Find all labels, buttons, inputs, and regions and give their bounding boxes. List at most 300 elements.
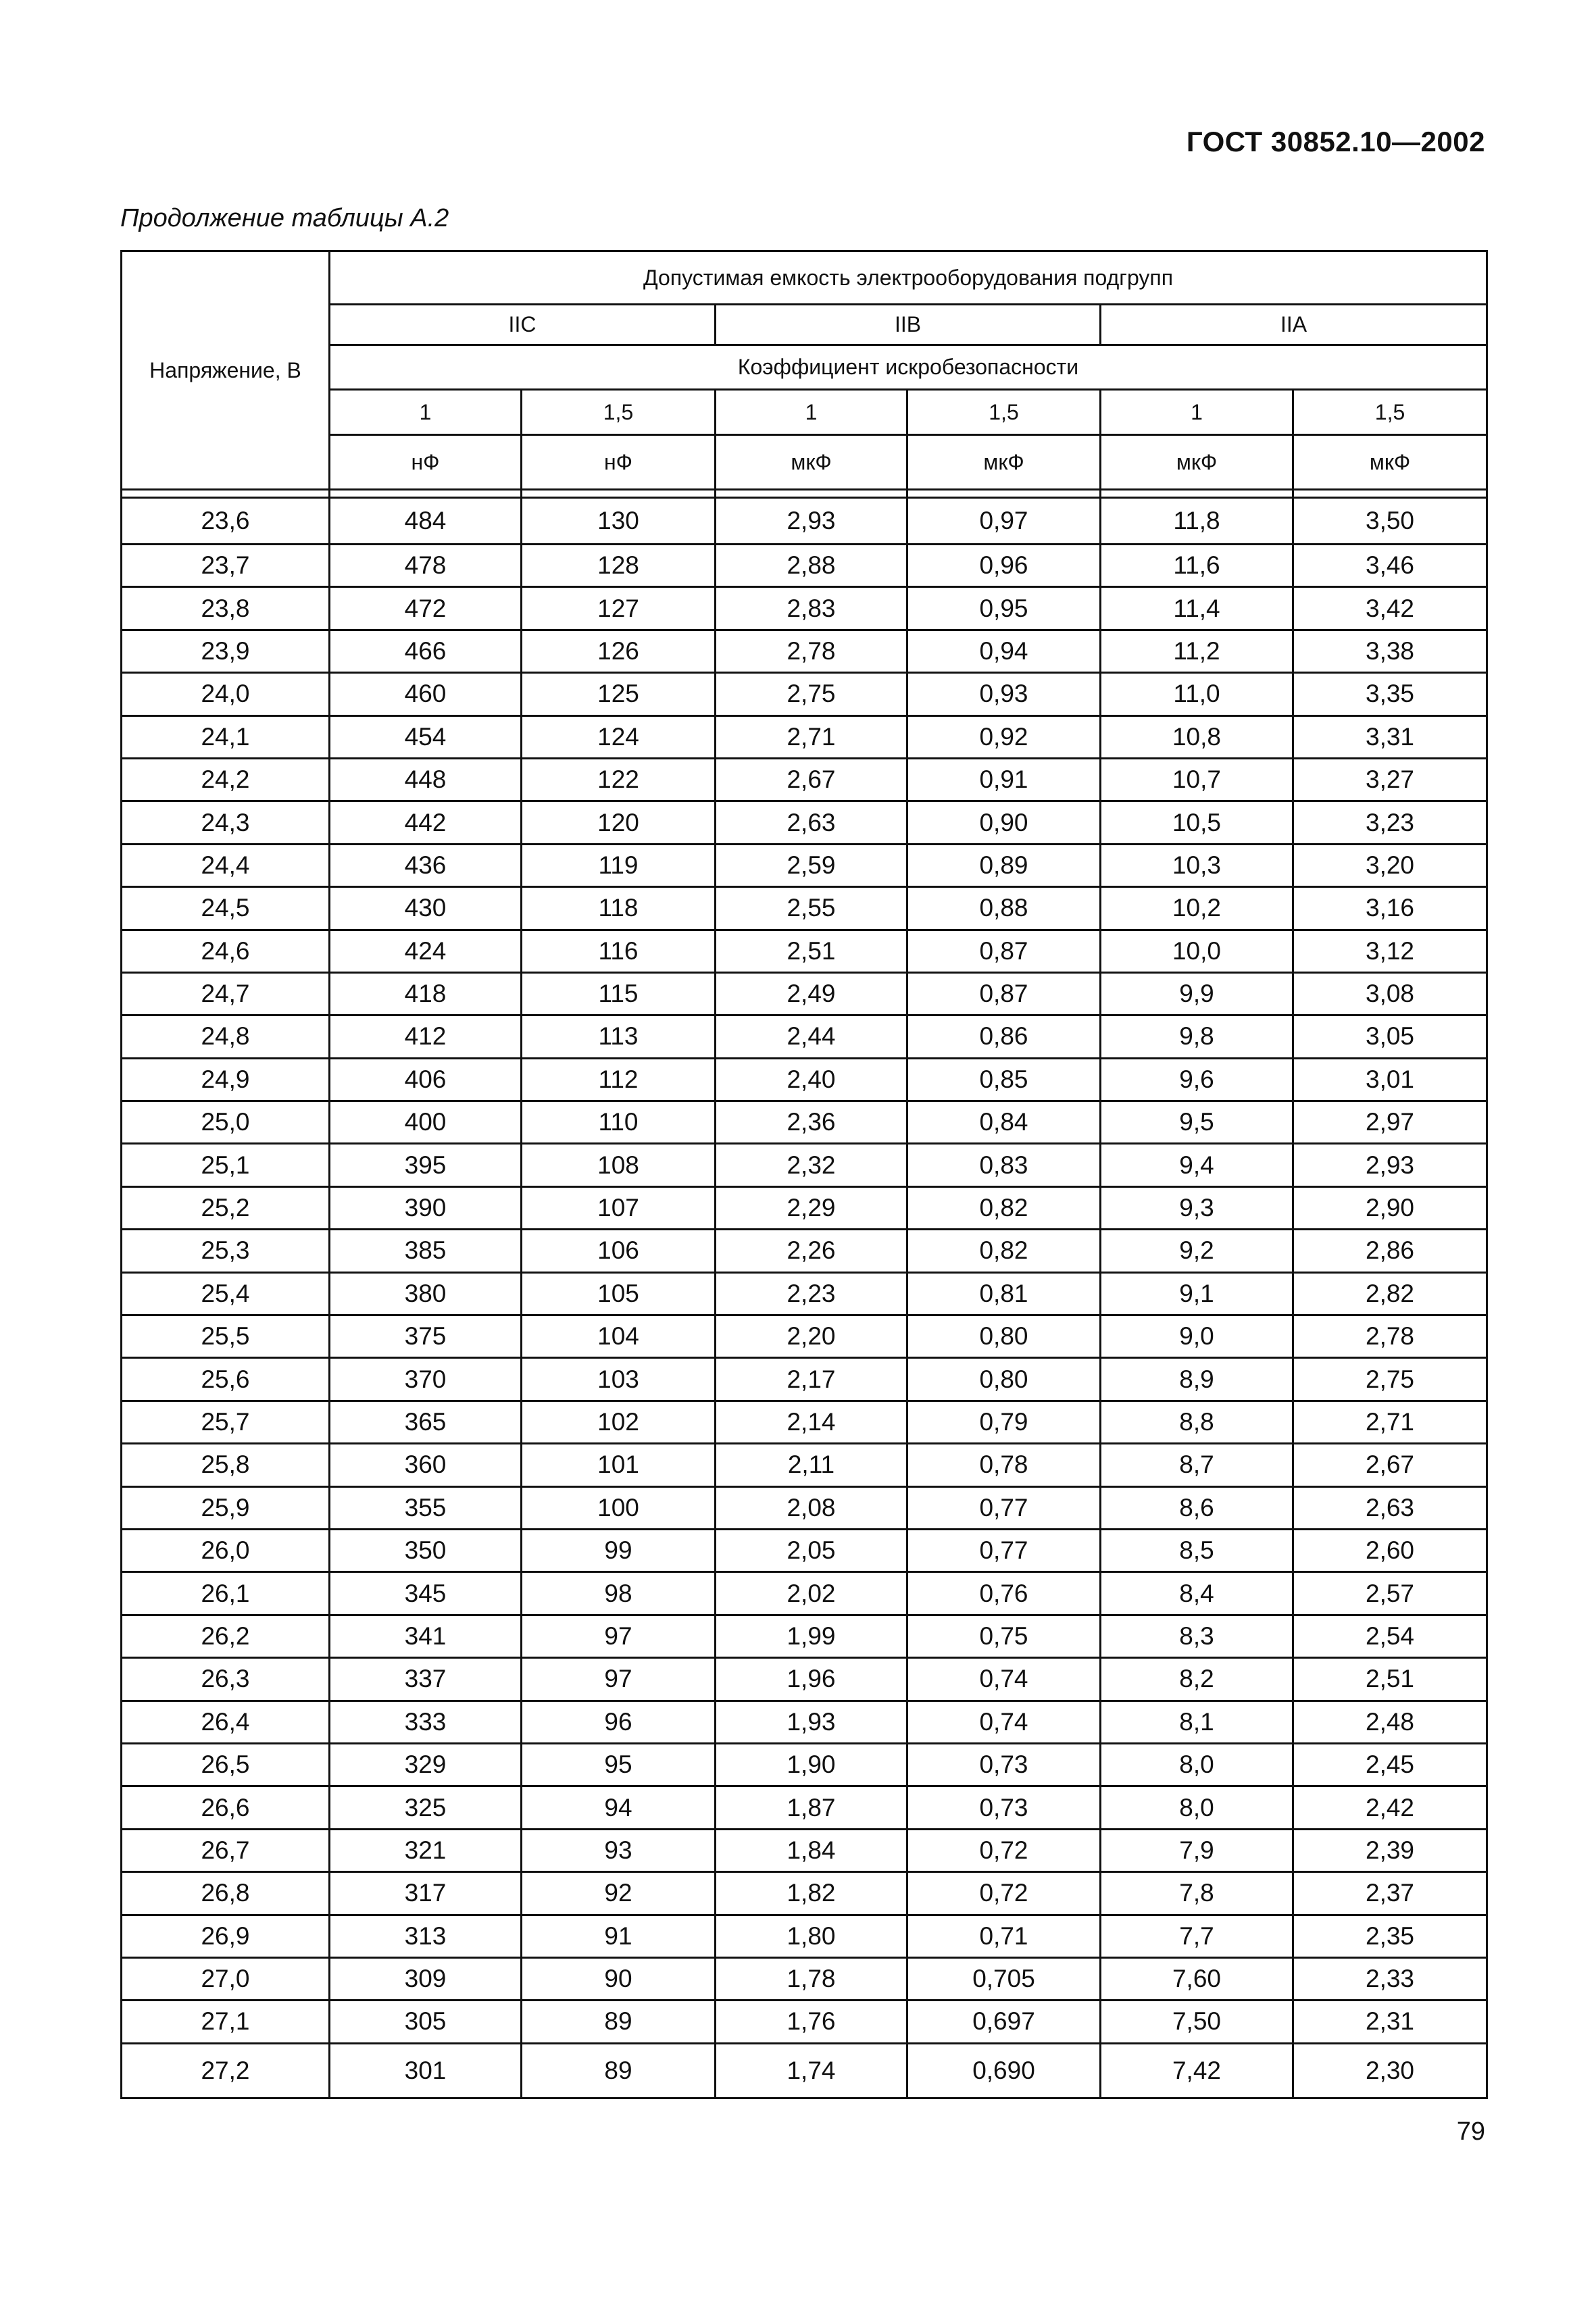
value-cell: 11,6 <box>1101 545 1293 587</box>
value-cell: 0,88 <box>907 887 1101 930</box>
voltage-cell: 25,4 <box>122 1272 330 1315</box>
value-cell: 2,11 <box>716 1444 907 1486</box>
value-cell: 2,75 <box>716 673 907 715</box>
value-cell: 0,95 <box>907 587 1101 630</box>
value-cell: 375 <box>330 1315 522 1358</box>
value-cell: 125 <box>522 673 716 715</box>
voltage-cell: 25,5 <box>122 1315 330 1358</box>
table-row <box>122 587 1487 630</box>
value-cell: 9,1 <box>1101 1272 1293 1315</box>
value-cell: 97 <box>522 1658 716 1701</box>
value-cell: 3,27 <box>1293 758 1487 801</box>
value-cell: 0,89 <box>907 844 1101 886</box>
value-cell: 333 <box>330 1701 522 1743</box>
value-cell: 102 <box>522 1401 716 1443</box>
voltage-cell: 24,9 <box>122 1058 330 1101</box>
value-cell: 10,3 <box>1101 844 1293 886</box>
voltage-cell: 24,1 <box>122 715 330 758</box>
value-cell: 2,63 <box>1293 1486 1487 1529</box>
value-cell: 412 <box>330 1015 522 1058</box>
voltage-cell: 25,7 <box>122 1401 330 1443</box>
value-cell: 130 <box>522 498 716 545</box>
voltage-cell: 26,5 <box>122 1743 330 1786</box>
table-header <box>122 251 1487 498</box>
header-separator <box>122 490 1487 498</box>
value-cell: 2,42 <box>1293 1786 1487 1829</box>
value-cell: 478 <box>330 545 522 587</box>
value-cell: 1,90 <box>716 1743 907 1786</box>
value-cell: 7,60 <box>1101 1957 1293 2000</box>
table-row <box>122 972 1487 1015</box>
value-cell: 2,29 <box>716 1186 907 1229</box>
value-cell: 460 <box>330 673 522 715</box>
voltage-cell: 23,9 <box>122 630 330 672</box>
value-cell: 104 <box>522 1315 716 1358</box>
value-cell: 9,4 <box>1101 1144 1293 1186</box>
value-cell: 2,82 <box>1293 1272 1487 1315</box>
value-cell: 0,77 <box>907 1529 1101 1571</box>
value-cell: 0,94 <box>907 630 1101 672</box>
voltage-cell: 24,7 <box>122 972 330 1015</box>
value-cell: 127 <box>522 587 716 630</box>
value-cell: 89 <box>522 2001 716 2043</box>
value-cell: 355 <box>330 1486 522 1529</box>
value-cell: 301 <box>330 2043 522 2098</box>
value-cell: 0,705 <box>907 1957 1101 2000</box>
value-cell: 106 <box>522 1230 716 1272</box>
value-cell: 365 <box>330 1401 522 1443</box>
value-cell: 11,4 <box>1101 587 1293 630</box>
value-cell: 2,78 <box>716 630 907 672</box>
value-cell: 8,0 <box>1101 1743 1293 1786</box>
value-cell: 2,51 <box>716 930 907 972</box>
value-cell: 8,3 <box>1101 1615 1293 1657</box>
value-cell: 0,77 <box>907 1486 1101 1529</box>
value-cell: 93 <box>522 1829 716 1871</box>
value-cell: 10,7 <box>1101 758 1293 801</box>
voltage-cell: 26,7 <box>122 1829 330 1871</box>
value-cell: 1,96 <box>716 1658 907 1701</box>
value-cell: 7,42 <box>1101 2043 1293 2098</box>
value-cell: 0,73 <box>907 1786 1101 1829</box>
value-cell: 10,5 <box>1101 801 1293 844</box>
value-cell: 309 <box>330 1957 522 2000</box>
value-cell: 103 <box>522 1358 716 1401</box>
value-cell: 2,40 <box>716 1058 907 1101</box>
value-cell: 116 <box>522 930 716 972</box>
value-cell: 1,80 <box>716 1915 907 1957</box>
value-cell: 313 <box>330 1915 522 1957</box>
voltage-cell: 25,2 <box>122 1186 330 1229</box>
value-cell: 3,23 <box>1293 801 1487 844</box>
value-cell: 424 <box>330 930 522 972</box>
value-cell: 3,38 <box>1293 630 1487 672</box>
coefficient-cell: 1,5 <box>522 390 716 435</box>
unit-cell: мкФ <box>1101 435 1293 490</box>
value-cell: 7,50 <box>1101 2001 1293 2043</box>
value-cell: 115 <box>522 972 716 1015</box>
voltage-cell: 26,0 <box>122 1529 330 1571</box>
value-cell: 484 <box>330 498 522 545</box>
value-cell: 345 <box>330 1572 522 1615</box>
table-caption: Продолжение таблицы А.2 <box>120 204 449 232</box>
value-cell: 2,23 <box>716 1272 907 1315</box>
value-cell: 454 <box>330 715 522 758</box>
value-cell: 101 <box>522 1444 716 1486</box>
table-row <box>122 1058 1487 1101</box>
table-row <box>122 758 1487 801</box>
value-cell: 2,97 <box>1293 1101 1487 1144</box>
table-row <box>122 1015 1487 1058</box>
voltage-cell: 25,8 <box>122 1444 330 1486</box>
value-cell: 1,84 <box>716 1829 907 1871</box>
value-cell: 3,05 <box>1293 1015 1487 1058</box>
table-row <box>122 498 1487 545</box>
value-cell: 0,80 <box>907 1358 1101 1401</box>
unit-cell: нФ <box>330 435 522 490</box>
value-cell: 406 <box>330 1058 522 1101</box>
value-cell: 2,20 <box>716 1315 907 1358</box>
value-cell: 97 <box>522 1615 716 1657</box>
value-cell: 10,0 <box>1101 930 1293 972</box>
value-cell: 0,76 <box>907 1572 1101 1615</box>
value-cell: 2,48 <box>1293 1701 1487 1743</box>
value-cell: 2,31 <box>1293 2001 1487 2043</box>
value-cell: 119 <box>522 844 716 886</box>
value-cell: 0,80 <box>907 1315 1101 1358</box>
value-cell: 2,71 <box>1293 1401 1487 1443</box>
table-row <box>122 1786 1487 1829</box>
value-cell: 2,49 <box>716 972 907 1015</box>
value-cell: 1,93 <box>716 1701 907 1743</box>
value-cell: 110 <box>522 1101 716 1144</box>
table-row <box>122 1915 1487 1957</box>
voltage-cell: 26,6 <box>122 1786 330 1829</box>
value-cell: 96 <box>522 1701 716 1743</box>
value-cell: 8,1 <box>1101 1701 1293 1743</box>
coefficient-cell: 1,5 <box>907 390 1101 435</box>
value-cell: 94 <box>522 1786 716 1829</box>
table-row <box>122 1615 1487 1657</box>
value-cell: 0,74 <box>907 1658 1101 1701</box>
voltage-cell: 24,8 <box>122 1015 330 1058</box>
capacity-header: Допустимая емкость электрооборудования подгрупп <box>330 251 1487 305</box>
value-cell: 0,92 <box>907 715 1101 758</box>
value-cell: 2,33 <box>1293 1957 1487 2000</box>
value-cell: 11,2 <box>1101 630 1293 672</box>
value-cell: 3,42 <box>1293 587 1487 630</box>
value-cell: 2,78 <box>1293 1315 1487 1358</box>
value-cell: 3,12 <box>1293 930 1487 972</box>
unit-cell: мкФ <box>716 435 907 490</box>
value-cell: 3,50 <box>1293 498 1487 545</box>
value-cell: 120 <box>522 801 716 844</box>
coefficient-header: Коэффициент искробезопасности <box>330 345 1487 390</box>
table-row <box>122 1272 1487 1315</box>
voltage-cell: 24,6 <box>122 930 330 972</box>
value-cell: 99 <box>522 1529 716 1571</box>
voltage-header: Напряжение, В <box>122 251 330 490</box>
unit-cell: нФ <box>522 435 716 490</box>
value-cell: 325 <box>330 1786 522 1829</box>
voltage-cell: 26,4 <box>122 1701 330 1743</box>
capacity-table <box>120 250 1488 2099</box>
value-cell: 1,87 <box>716 1786 907 1829</box>
value-cell: 0,97 <box>907 498 1101 545</box>
value-cell: 360 <box>330 1444 522 1486</box>
table-row <box>122 1315 1487 1358</box>
value-cell: 7,9 <box>1101 1829 1293 1871</box>
voltage-cell: 25,3 <box>122 1230 330 1272</box>
value-cell: 442 <box>330 801 522 844</box>
value-cell: 385 <box>330 1230 522 1272</box>
voltage-cell: 24,0 <box>122 673 330 715</box>
table-row <box>122 1144 1487 1186</box>
value-cell: 0,74 <box>907 1701 1101 1743</box>
value-cell: 0,85 <box>907 1058 1101 1101</box>
value-cell: 2,08 <box>716 1486 907 1529</box>
voltage-cell: 27,0 <box>122 1957 330 2000</box>
voltage-cell: 25,1 <box>122 1144 330 1186</box>
value-cell: 8,9 <box>1101 1358 1293 1401</box>
value-cell: 126 <box>522 630 716 672</box>
value-cell: 400 <box>330 1101 522 1144</box>
table-row <box>122 545 1487 587</box>
table-row <box>122 1358 1487 1401</box>
table-row <box>122 1401 1487 1443</box>
value-cell: 3,16 <box>1293 887 1487 930</box>
voltage-cell: 24,5 <box>122 887 330 930</box>
voltage-cell: 24,2 <box>122 758 330 801</box>
value-cell: 3,08 <box>1293 972 1487 1015</box>
coefficient-cell: 1,5 <box>1293 390 1487 435</box>
table-row <box>122 1829 1487 1871</box>
value-cell: 2,71 <box>716 715 907 758</box>
value-cell: 2,26 <box>716 1230 907 1272</box>
value-cell: 0,90 <box>907 801 1101 844</box>
group-header-iic: IIC <box>330 305 716 345</box>
value-cell: 3,31 <box>1293 715 1487 758</box>
value-cell: 90 <box>522 1957 716 2000</box>
table-row <box>122 1872 1487 1915</box>
value-cell: 321 <box>330 1829 522 1871</box>
table-row <box>122 673 1487 715</box>
value-cell: 380 <box>330 1272 522 1315</box>
voltage-cell: 24,3 <box>122 801 330 844</box>
group-header-iib: IIB <box>716 305 1101 345</box>
value-cell: 341 <box>330 1615 522 1657</box>
table-body <box>122 498 1487 2098</box>
value-cell: 7,8 <box>1101 1872 1293 1915</box>
value-cell: 370 <box>330 1358 522 1401</box>
value-cell: 9,5 <box>1101 1101 1293 1144</box>
value-cell: 430 <box>330 887 522 930</box>
table-row <box>122 1701 1487 1743</box>
document-code: ГОСТ 30852.10—2002 <box>1186 126 1485 157</box>
value-cell: 10,8 <box>1101 715 1293 758</box>
value-cell: 100 <box>522 1486 716 1529</box>
value-cell: 8,7 <box>1101 1444 1293 1486</box>
voltage-cell: 23,7 <box>122 545 330 587</box>
voltage-cell: 26,3 <box>122 1658 330 1701</box>
value-cell: 0,690 <box>907 2043 1101 2098</box>
value-cell: 418 <box>330 972 522 1015</box>
value-cell: 0,73 <box>907 1743 1101 1786</box>
table-row <box>122 1186 1487 1229</box>
value-cell: 2,60 <box>1293 1529 1487 1571</box>
coefficient-cell: 1 <box>330 390 522 435</box>
value-cell: 2,93 <box>1293 1144 1487 1186</box>
value-cell: 3,46 <box>1293 545 1487 587</box>
value-cell: 0,82 <box>907 1186 1101 1229</box>
page-number: 79 <box>1456 2117 1485 2146</box>
value-cell: 2,45 <box>1293 1743 1487 1786</box>
value-cell: 2,44 <box>716 1015 907 1058</box>
value-cell: 2,67 <box>716 758 907 801</box>
value-cell: 124 <box>522 715 716 758</box>
table-row <box>122 715 1487 758</box>
coefficient-cell: 1 <box>1101 390 1293 435</box>
value-cell: 2,93 <box>716 498 907 545</box>
value-cell: 107 <box>522 1186 716 1229</box>
value-cell: 2,90 <box>1293 1186 1487 1229</box>
value-cell: 395 <box>330 1144 522 1186</box>
value-cell: 95 <box>522 1743 716 1786</box>
value-cell: 2,30 <box>1293 2043 1487 2098</box>
value-cell: 2,39 <box>1293 1829 1487 1871</box>
voltage-cell: 26,8 <box>122 1872 330 1915</box>
value-cell: 9,3 <box>1101 1186 1293 1229</box>
value-cell: 11,8 <box>1101 498 1293 545</box>
value-cell: 3,20 <box>1293 844 1487 886</box>
voltage-cell: 25,6 <box>122 1358 330 1401</box>
table-row <box>122 887 1487 930</box>
value-cell: 0,87 <box>907 972 1101 1015</box>
table-row <box>122 1101 1487 1144</box>
table-row <box>122 2043 1487 2098</box>
value-cell: 108 <box>522 1144 716 1186</box>
value-cell: 128 <box>522 545 716 587</box>
table-row <box>122 630 1487 672</box>
value-cell: 0,79 <box>907 1401 1101 1443</box>
value-cell: 112 <box>522 1058 716 1101</box>
value-cell: 10,2 <box>1101 887 1293 930</box>
value-cell: 9,9 <box>1101 972 1293 1015</box>
value-cell: 2,57 <box>1293 1572 1487 1615</box>
value-cell: 0,86 <box>907 1015 1101 1058</box>
voltage-cell: 23,6 <box>122 498 330 545</box>
value-cell: 2,59 <box>716 844 907 886</box>
value-cell: 2,51 <box>1293 1658 1487 1701</box>
value-cell: 2,54 <box>1293 1615 1487 1657</box>
value-cell: 118 <box>522 887 716 930</box>
value-cell: 8,2 <box>1101 1658 1293 1701</box>
value-cell: 1,74 <box>716 2043 907 2098</box>
table-row <box>122 1444 1487 1486</box>
value-cell: 0,91 <box>907 758 1101 801</box>
value-cell: 1,78 <box>716 1957 907 2000</box>
value-cell: 9,0 <box>1101 1315 1293 1358</box>
value-cell: 98 <box>522 1572 716 1615</box>
table-row <box>122 2001 1487 2043</box>
value-cell: 2,88 <box>716 545 907 587</box>
value-cell: 2,86 <box>1293 1230 1487 1272</box>
voltage-cell: 23,8 <box>122 587 330 630</box>
value-cell: 0,84 <box>907 1101 1101 1144</box>
value-cell: 0,72 <box>907 1829 1101 1871</box>
value-cell: 0,71 <box>907 1915 1101 1957</box>
value-cell: 0,93 <box>907 673 1101 715</box>
voltage-cell: 26,1 <box>122 1572 330 1615</box>
voltage-cell: 26,2 <box>122 1615 330 1657</box>
voltage-cell: 27,2 <box>122 2043 330 2098</box>
value-cell: 2,75 <box>1293 1358 1487 1401</box>
table-row <box>122 1572 1487 1615</box>
table-row <box>122 1658 1487 1701</box>
value-cell: 91 <box>522 1915 716 1957</box>
value-cell: 8,5 <box>1101 1529 1293 1571</box>
value-cell: 8,4 <box>1101 1572 1293 1615</box>
value-cell: 122 <box>522 758 716 801</box>
value-cell: 2,14 <box>716 1401 907 1443</box>
value-cell: 2,63 <box>716 801 907 844</box>
value-cell: 0,81 <box>907 1272 1101 1315</box>
group-header-iia: IIA <box>1101 305 1487 345</box>
value-cell: 92 <box>522 1872 716 1915</box>
table-row <box>122 1230 1487 1272</box>
value-cell: 9,8 <box>1101 1015 1293 1058</box>
value-cell: 105 <box>522 1272 716 1315</box>
value-cell: 0,83 <box>907 1144 1101 1186</box>
table-row <box>122 801 1487 844</box>
unit-cell: мкФ <box>907 435 1101 490</box>
table-row <box>122 1957 1487 2000</box>
value-cell: 2,36 <box>716 1101 907 1144</box>
value-cell: 436 <box>330 844 522 886</box>
value-cell: 3,35 <box>1293 673 1487 715</box>
value-cell: 3,01 <box>1293 1058 1487 1101</box>
value-cell: 390 <box>330 1186 522 1229</box>
value-cell: 113 <box>522 1015 716 1058</box>
value-cell: 0,72 <box>907 1872 1101 1915</box>
table-row <box>122 844 1487 886</box>
value-cell: 2,83 <box>716 587 907 630</box>
table-row <box>122 1529 1487 1571</box>
value-cell: 2,17 <box>716 1358 907 1401</box>
coefficient-cell: 1 <box>716 390 907 435</box>
value-cell: 337 <box>330 1658 522 1701</box>
value-cell: 0,87 <box>907 930 1101 972</box>
voltage-cell: 26,9 <box>122 1915 330 1957</box>
value-cell: 350 <box>330 1529 522 1571</box>
table-row <box>122 1486 1487 1529</box>
table-row <box>122 1743 1487 1786</box>
value-cell: 2,37 <box>1293 1872 1487 1915</box>
voltage-cell: 25,0 <box>122 1101 330 1144</box>
value-cell: 8,0 <box>1101 1786 1293 1829</box>
value-cell: 89 <box>522 2043 716 2098</box>
value-cell: 11,0 <box>1101 673 1293 715</box>
value-cell: 305 <box>330 2001 522 2043</box>
value-cell: 317 <box>330 1872 522 1915</box>
value-cell: 1,76 <box>716 2001 907 2043</box>
value-cell: 329 <box>330 1743 522 1786</box>
value-cell: 0,96 <box>907 545 1101 587</box>
value-cell: 8,8 <box>1101 1401 1293 1443</box>
value-cell: 2,32 <box>716 1144 907 1186</box>
value-cell: 448 <box>330 758 522 801</box>
unit-cell: мкФ <box>1293 435 1487 490</box>
